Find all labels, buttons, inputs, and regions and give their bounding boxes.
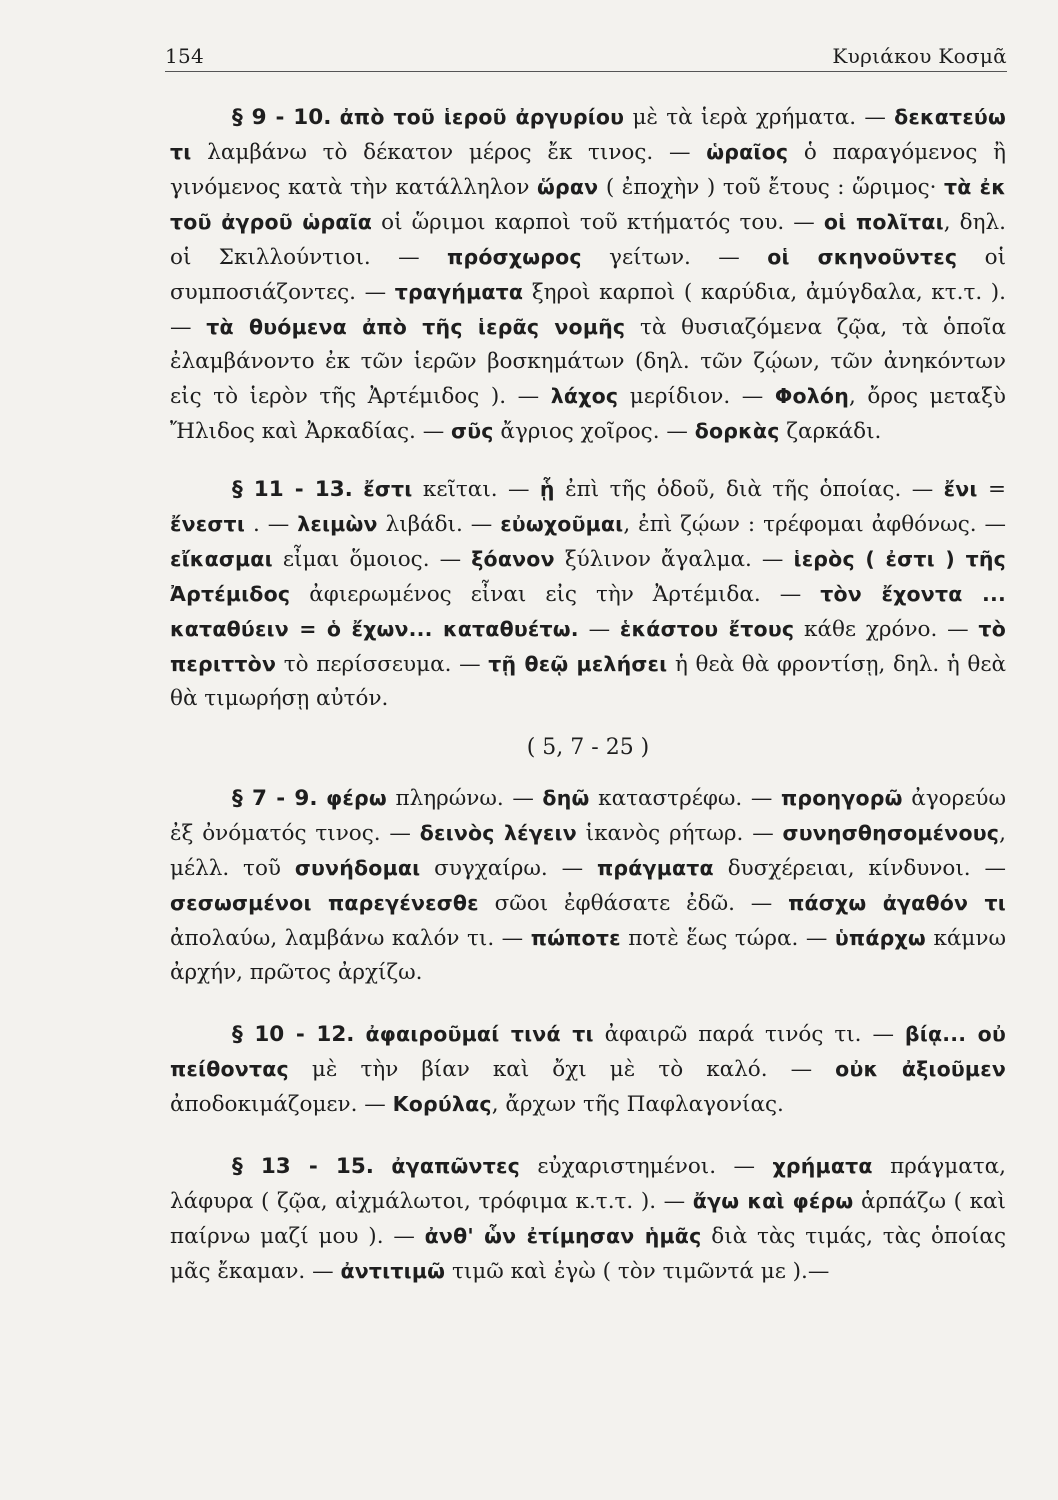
section-reference: § 11 - 13. bbox=[232, 477, 353, 502]
glossary-term: ἔστι bbox=[363, 477, 413, 501]
glossary-definition: οἱ ὥριμοι καρποὶ τοῦ κτήματός του. — bbox=[372, 210, 824, 235]
glossary-definition: ξύλινον ἄγαλμα. — bbox=[554, 547, 794, 572]
glossary-definition: ἀγορεύω ἐξ ὀνόματός τινος. — bbox=[170, 786, 1006, 846]
glossary-definition: δυσχέρειαι, κίνδυνοι. — bbox=[713, 856, 1006, 881]
glossary-term: πρόσχωρος bbox=[447, 245, 582, 269]
section-paragraph bbox=[170, 1149, 1006, 1289]
glossary-term: τραγήματα bbox=[394, 280, 524, 304]
page-number: 154 bbox=[165, 44, 205, 68]
glossary-term: ἄγω καὶ φέρω bbox=[692, 1189, 854, 1213]
glossary-definition: = bbox=[977, 477, 1006, 502]
glossary-definition: ἐπὶ τῆς ὁδοῦ, διὰ τῆς ὁποίας. — bbox=[554, 477, 944, 502]
glossary-definition: μερίδιον. — bbox=[618, 384, 775, 409]
glossary-definition: μὲ τὴν βίαν καὶ ὄχι μὲ τὸ καλό. — bbox=[288, 1057, 836, 1082]
glossary-definition: ( ἐποχὴν ) τοῦ ἔτους : ὥριμος· bbox=[598, 175, 945, 200]
glossary-definition: σῶοι ἐφθάσατε ἐδῶ. — bbox=[478, 891, 789, 916]
glossary-term: βίᾳ... οὐ πείθοντας bbox=[170, 1022, 1007, 1081]
glossary-term: Κορύλας bbox=[392, 1092, 492, 1116]
glossary-term: ὑπάρχω bbox=[834, 926, 926, 950]
glossary-definition: ἁρπάζω ( καὶ παίρνω μαζί μου ). — bbox=[170, 1189, 1006, 1249]
glossary-term: ἔνι bbox=[943, 477, 978, 501]
glossary-term: δηῶ bbox=[542, 786, 590, 810]
glossary-term: Φολόη bbox=[774, 384, 850, 408]
glossary-term: ξόανον bbox=[471, 547, 555, 571]
glossary-definition: . — bbox=[245, 512, 298, 537]
glossary-term: ἀπὸ τοῦ ἱεροῦ ἀργυρίου bbox=[339, 105, 625, 129]
glossary-definition: ἀπολαύω, λαμβάνω καλόν τι. — bbox=[170, 926, 531, 951]
glossary-definition: πράγματα, λάφυρα ( ζῷα, αἰχμάλωτοι, τρόφιμα κ.τ.τ. ). — bbox=[170, 1154, 1007, 1214]
glossary-definition: , ἐπὶ ζῴων : τρέφομαι ἀφθόνως. — bbox=[623, 512, 1007, 537]
glossary-term: τὸ περιττὸν bbox=[170, 617, 1006, 676]
section-paragraph bbox=[170, 472, 1006, 716]
glossary-definition: ὁ παραγόμενος ἢ γινόμενος κατὰ τὴν κατάλληλον bbox=[170, 140, 1006, 200]
glossary-term: ὡραῖος bbox=[706, 140, 789, 164]
section-paragraph bbox=[170, 781, 1006, 990]
glossary-term: πράγματα bbox=[596, 856, 714, 880]
glossary-definition: τιμῶ καὶ ἐγὼ ( τὸν τιμῶντά με ).— bbox=[445, 1259, 830, 1284]
glossary-term: ὥραν bbox=[536, 175, 599, 199]
glossary-term: συνήδομαι bbox=[294, 856, 421, 880]
glossary-term: λειμὼν bbox=[297, 512, 378, 536]
glossary-term: σεσωσμένοι παρεγένεσθε bbox=[170, 891, 479, 915]
glossary-term: τὸν ἔχοντα ... καταθύειν = ὁ ἔχων... καταθυέτω. bbox=[170, 582, 1006, 641]
glossary-definition: τὰ θυσιαζόμενα ζῷα, τὰ ὁποῖα ἐλαμβάνοντο ἐκ τῶν ἱερῶν βοσκημάτων (δηλ. τῶν ζῴων, τῶν ἀνηκόντων εἰς τὸ ἱερὸν τῆς Ἀρτέμιδος ). — bbox=[170, 315, 1006, 409]
commentary-body bbox=[170, 100, 1006, 1289]
glossary-definition: οἱ συμποσιάζοντες. — bbox=[170, 245, 1006, 305]
glossary-definition: τὸ περίσσευμα. — bbox=[276, 652, 489, 677]
glossary-definition: εἶμαι ὅμοιος. — bbox=[272, 547, 472, 572]
glossary-definition: ἀφαιρῶ παρά τινός τι. — bbox=[593, 1022, 905, 1047]
glossary-definition: διὰ τὰς τιμάς, τὰς ὁποίας μᾶς ἔκαμαν. — bbox=[170, 1224, 1006, 1284]
glossary-definition: κάμνω ἀρχήν, πρῶτος ἀρχίζω. bbox=[170, 926, 1006, 985]
glossary-term: οὐκ ἀξιοῦμεν bbox=[835, 1057, 1006, 1081]
glossary-definition: , μέλλ. τοῦ bbox=[170, 821, 1006, 881]
glossary-term: λάχος bbox=[550, 384, 619, 408]
glossary-definition: πληρώνω. — bbox=[386, 786, 543, 811]
glossary-term: ἀφαιροῦμαί τινά τι bbox=[365, 1022, 594, 1046]
glossary-term: οἱ πολῖται bbox=[823, 210, 944, 234]
glossary-definition: γείτων. — bbox=[581, 245, 768, 270]
glossary-definition: ξηροὶ καρποὶ ( καρύδια, ἀμύγδαλα, κτ.τ. ). — bbox=[170, 280, 1006, 340]
glossary-definition: συγχαίρω. — bbox=[420, 856, 597, 881]
running-title: Κυριάκου Κοσμᾶ bbox=[832, 44, 1007, 68]
glossary-term: δεκατεύω τι bbox=[170, 105, 1006, 164]
glossary-definition: ζαρκάδι. bbox=[779, 419, 882, 444]
glossary-definition: , ὄρος μεταξὺ Ἤλιδος καὶ Ἀρκαδίας. — bbox=[170, 384, 1006, 444]
glossary-term: ἀγαπῶντες bbox=[391, 1154, 520, 1178]
glossary-definition: εὐχαριστημένοι. — bbox=[519, 1154, 773, 1179]
glossary-term: τὰ ἐκ τοῦ ἀγροῦ ὡραῖα bbox=[170, 175, 1006, 234]
section-reference: § 9 - 10. bbox=[232, 105, 332, 130]
glossary-term: ἑκάστου ἔτους bbox=[619, 617, 795, 641]
glossary-definition: ἡ θεὰ θὰ φροντίσῃ, δηλ. ἡ θεὰ θὰ τιμωρήσῃ αὐτόν. bbox=[170, 652, 1006, 711]
chapter-reference: ( 5, 7 - 25 ) bbox=[526, 735, 650, 760]
glossary-definition: λιβάδι. — bbox=[377, 512, 501, 537]
section-paragraph bbox=[170, 100, 1006, 449]
glossary-definition: ἄγριος χοῖρος. — bbox=[493, 419, 695, 444]
glossary-definition: ἱκανὸς ρήτωρ. — bbox=[576, 821, 783, 846]
section-reference: § 13 - 15. bbox=[232, 1154, 374, 1179]
glossary-definition: — bbox=[578, 617, 620, 642]
glossary-definition: ἀποδοκιμάζομεν. — bbox=[170, 1092, 393, 1117]
glossary-term: δεινὸς λέγειν bbox=[419, 821, 577, 845]
glossary-definition: κεῖται. — bbox=[412, 477, 540, 502]
glossary-term: ἀντιτιμῶ bbox=[340, 1259, 446, 1283]
glossary-term: ἱερὸς ( ἐστι ) τῆς Ἀρτέμιδος bbox=[170, 547, 1006, 606]
glossary-definition: , ἄρχων τῆς Παφλαγονίας. bbox=[491, 1092, 784, 1117]
glossary-definition: κάθε χρόνο. — bbox=[794, 617, 979, 642]
glossary-definition: μὲ τὰ ἱερὰ χρήματα. — bbox=[624, 105, 895, 130]
glossary-definition: ἀφιερωμένος εἶναι εἰς τὴν Ἀρτέμιδα. — bbox=[290, 582, 821, 607]
header-rule bbox=[165, 71, 1007, 72]
section-reference: § 10 - 12. bbox=[232, 1022, 355, 1047]
section-paragraph bbox=[170, 1017, 1006, 1122]
glossary-term: ἀνθ' ὧν ἐτίμησαν ἡμᾶς bbox=[424, 1224, 702, 1248]
glossary-term: ἔνεστι bbox=[170, 512, 246, 536]
glossary-term: οἱ σκηνοῦντες bbox=[767, 245, 958, 269]
glossary-term: εὐωχοῦμαι bbox=[500, 512, 624, 536]
glossary-term: προηγορῶ bbox=[780, 786, 903, 810]
glossary-term: εἴκασμαι bbox=[170, 547, 273, 571]
glossary-definition: ποτὲ ἕως τώρα. — bbox=[620, 926, 835, 951]
section-reference: § 7 - 9. bbox=[232, 786, 318, 811]
glossary-definition: λαμβάνω τὸ δέκατον μέρος ἔκ τινος. — bbox=[191, 140, 707, 165]
glossary-term: τῇ θεῷ μελήσει bbox=[488, 652, 668, 676]
glossary-term: πώποτε bbox=[530, 926, 621, 950]
glossary-term: πάσχω ἀγαθόν τι bbox=[788, 891, 1006, 915]
glossary-term: τὰ θυόμενα ἀπὸ τῆς ἱερᾶς νομῆς bbox=[206, 315, 626, 339]
glossary-definition: , δηλ. οἱ Σκιλλούντιοι. — bbox=[170, 210, 1006, 270]
glossary-term: ᾗ bbox=[539, 477, 555, 501]
glossary-term: σῦς bbox=[451, 419, 494, 443]
glossary-term: φέρω bbox=[326, 786, 387, 810]
glossary-term: χρήματα bbox=[772, 1154, 873, 1178]
glossary-term: συνησθησομένους bbox=[782, 821, 1000, 845]
glossary-definition: καταστρέφω. — bbox=[589, 786, 781, 811]
glossary-term: δορκὰς bbox=[694, 419, 780, 443]
